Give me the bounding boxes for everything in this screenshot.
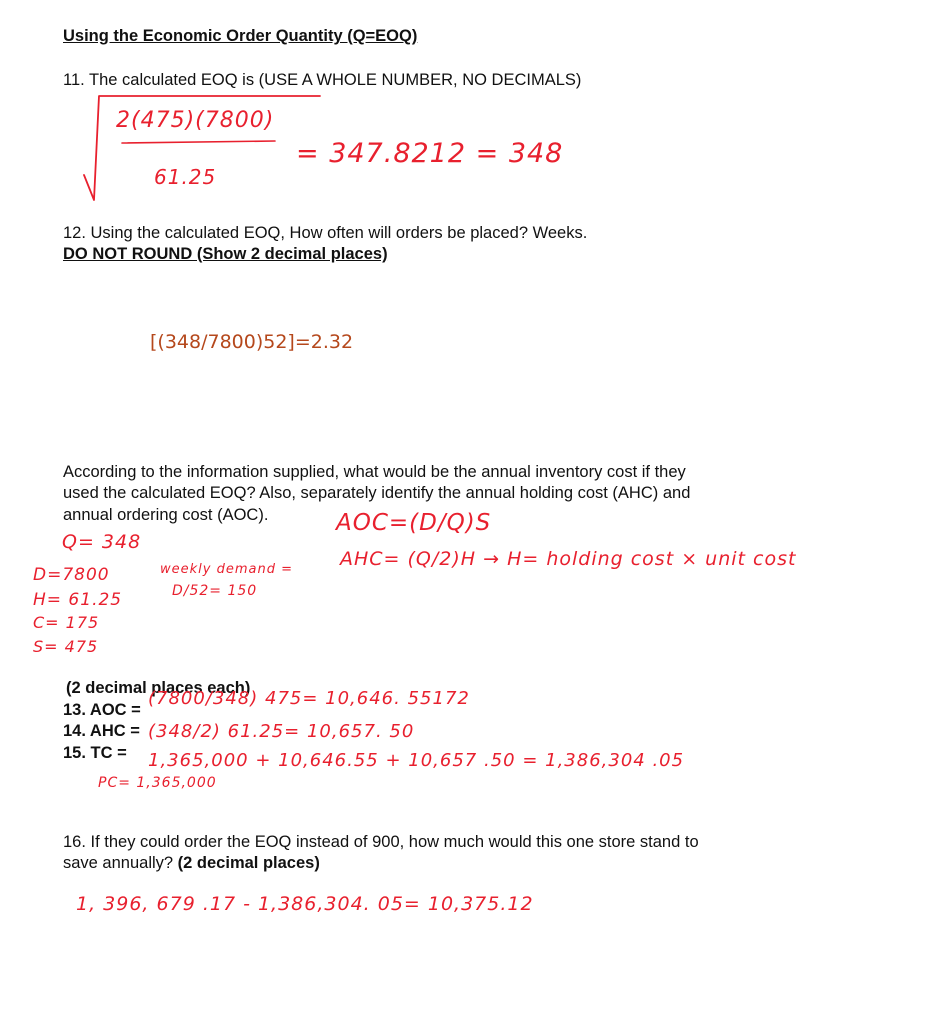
pc-value: PC= 1,365,000 <box>98 775 217 791</box>
eoq-numerator: 2(475)(7800) <box>116 108 275 133</box>
aoc-value: (7800/348) 475= 10,646. 55172 <box>148 688 470 709</box>
q16-prompt-line-2 <box>63 854 320 873</box>
q16-answer: 1, 396, 679 .17 - 1,386,304. 05= 10,375.12 <box>76 893 534 915</box>
q12-answer: [(348/7800)52]=2.32 <box>150 331 354 353</box>
cost-question-line-3: annual ordering cost (AOC). <box>63 506 269 524</box>
cost-question-line-1: According to the information supplied, what would be the annual inventory cost if they <box>63 463 686 481</box>
page-title: Using the Economic Order Quantity (Q=EOQ) <box>63 27 418 45</box>
q-value: Q= 348 <box>62 531 142 553</box>
c-value: C= 175 <box>33 613 100 632</box>
tc-value: 1,365,000 + 10,646.55 + 10,657 .50 = 1,386,304 .05 <box>148 750 685 771</box>
q11-prompt: 11. The calculated EOQ is (USE A WHOLE NUMBER, NO DECIMALS) <box>63 71 582 89</box>
q16-prompt-line-1: 16. If they could order the EOQ instead of 900, how much would this one store stand to <box>63 833 699 851</box>
aoc-formula: AOC=(D/Q)S <box>336 510 492 536</box>
q12-prompt: 12. Using the calculated EOQ, How often will orders be placed? Weeks. <box>63 224 588 242</box>
q16-prompt-emphasis: (2 decimal places) <box>177 854 320 872</box>
d-value: D=7800 <box>33 565 110 585</box>
eoq-result: = 347.8212 = 348 <box>296 138 564 169</box>
ahc-value: (348/2) 61.25= 10,657. 50 <box>148 721 415 742</box>
h-value: H= 61.25 <box>33 590 123 610</box>
weekly-demand-calc: D/52= 150 <box>172 583 258 599</box>
q12-note: DO NOT ROUND (Show 2 decimal places) <box>63 245 388 263</box>
eoq-denominator: 61.25 <box>154 165 217 189</box>
tc-label: 15. TC = <box>63 744 127 762</box>
q16-prompt-prefix: save annually? <box>63 854 174 872</box>
cost-question-line-2: used the calculated EOQ? Also, separately identify the annual holding cost (AHC) and <box>63 484 691 502</box>
decimals-note: (2 decimal places each) <box>66 679 251 697</box>
ahc-label: 14. AHC = <box>63 722 140 740</box>
ahc-formula: AHC= (Q/2)H → H= holding cost × unit cost <box>340 548 797 570</box>
aoc-label: 13. AOC = <box>63 701 141 719</box>
s-value: S= 475 <box>33 637 99 656</box>
weekly-demand-label: weekly demand = <box>160 562 293 577</box>
